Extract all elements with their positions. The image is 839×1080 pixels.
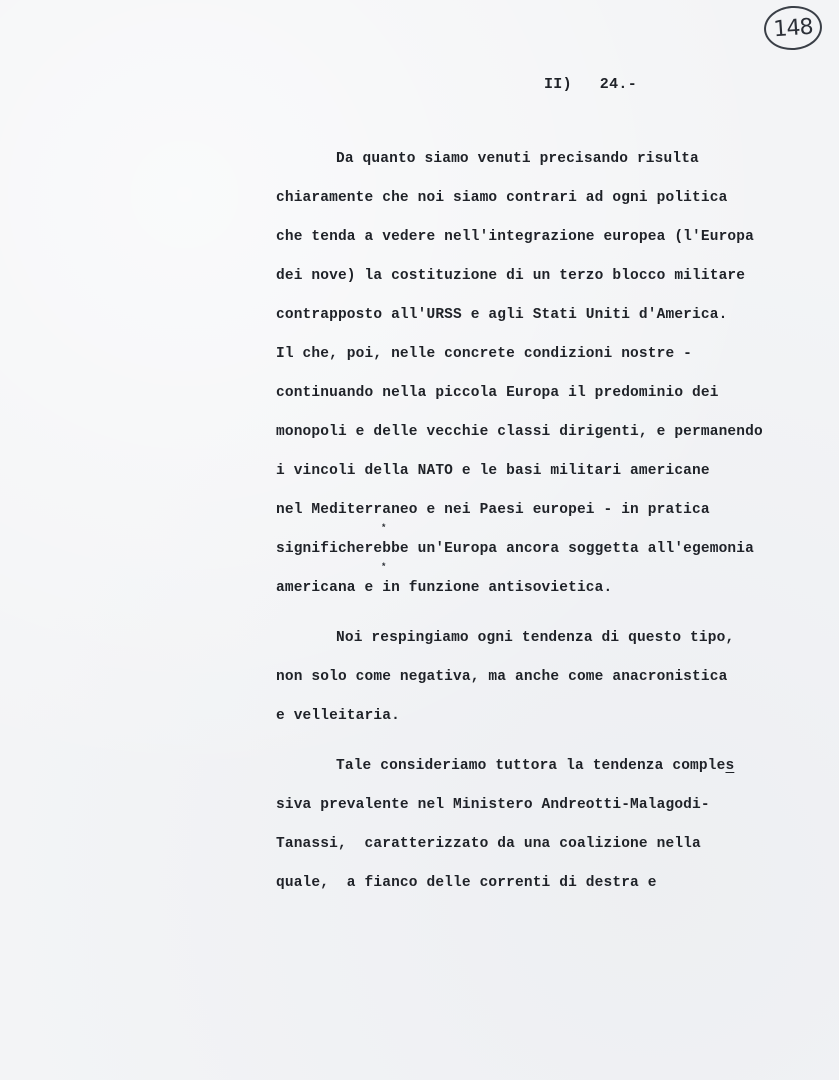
text-line: monopoli e delle vecchie classi dirigenti, e permanendo [276, 424, 763, 440]
underlined-letter: s [725, 758, 735, 774]
text-line-part: Tale consideriamo tuttora la tendenza comple [336, 758, 726, 774]
text-line [276, 747, 828, 786]
text-line: significherebbe un'Europa ancora soggetta all'egemonia [276, 541, 754, 557]
text-line: dei nove) la costituzione di un terzo blocco militare [276, 268, 746, 284]
text-line: Da quanto siamo venuti precisando risulta [336, 151, 699, 167]
text-line: americana e in funzione antisovietica. [276, 580, 613, 596]
text-line: nel Mediterraneo e nei Paesi europei - in pratica [276, 502, 710, 518]
text-line: siva prevalente nel Ministero Andreotti-Malagodi- [276, 797, 710, 813]
text-line: che tenda a vedere nell'integrazione europea (l'Europa [276, 229, 754, 245]
text-line: e velleitaria. [276, 708, 400, 724]
page-reference: II) 24.- [544, 76, 638, 93]
text-line: chiaramente che noi siamo contrari ad ogni politica [276, 190, 728, 206]
text-line: Noi respingiamo ogni tendenza di questo tipo, [336, 630, 735, 646]
text-line: non solo come negativa, ma anche come anacronistica [276, 669, 728, 685]
text-line: contrapposto all'URSS e agli Stati Uniti d'America. [276, 307, 728, 323]
stamp-number: 148 [772, 14, 814, 42]
text-line: continuando nella piccola Europa il predominio dei [276, 385, 719, 401]
correction-mark-top: * [381, 523, 387, 533]
text-line: Il che, poi, nelle concrete condizioni nostre - [276, 346, 693, 362]
page-number-stamp [763, 4, 824, 52]
text-line: quale, a fianco delle correnti di destra e [276, 875, 657, 891]
correction-mark-bottom: * [381, 562, 387, 572]
paragraph-gap [276, 736, 828, 747]
text-line: Tanassi, caratterizzato da una coalizione nella [276, 836, 701, 852]
paragraph-gap [276, 608, 828, 619]
typed-text-body [276, 140, 828, 903]
text-line: i vincoli della NATO e le basi militari americane [276, 463, 710, 479]
